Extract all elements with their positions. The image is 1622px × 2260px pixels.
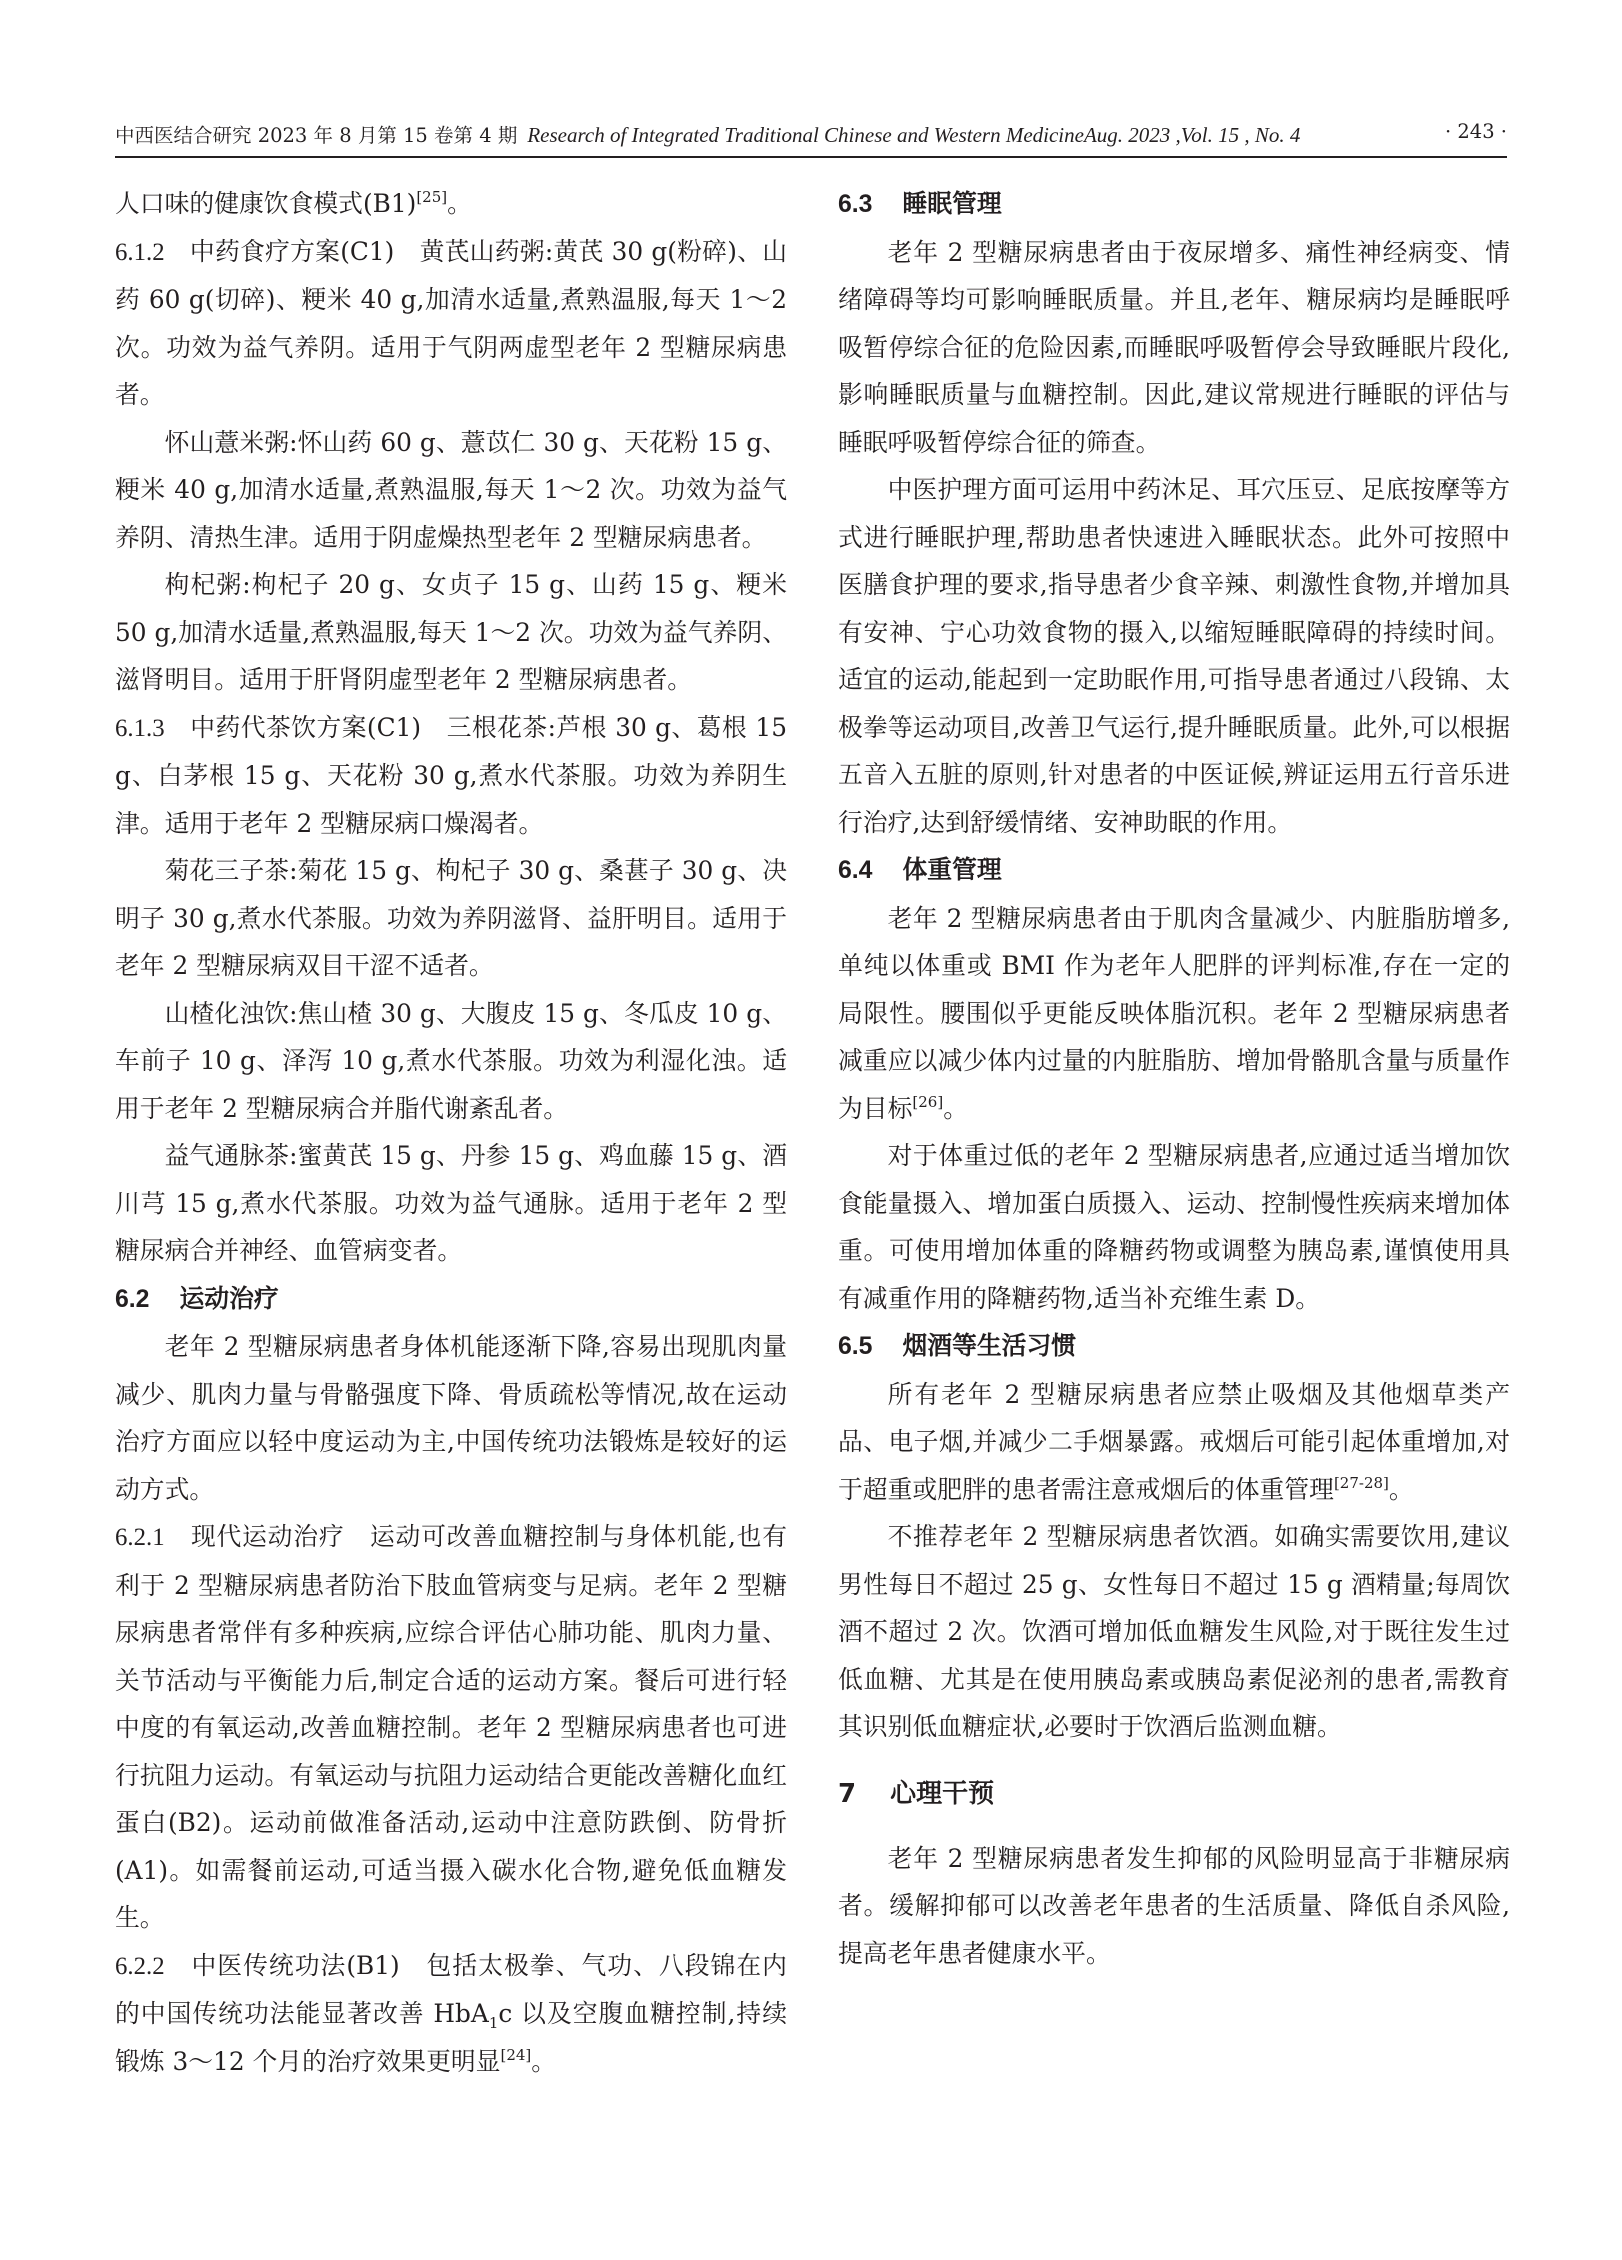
paragraph: 老年 2 型糖尿病患者由于肌肉含量减少、内脏脂肪增多,单纯以体重或 BMI 作为老年人肥胖的评判标准,存在一定的局限性。腰围似乎更能反映体脂沉积。老年 2 型糖尿病患者减重应以减少体内过量的内脏脂肪、增加骨骼肌含量与质量作为目标[26]。 bbox=[838, 903, 1510, 1123]
paragraph: 所有老年 2 型糖尿病患者应禁止吸烟及其他烟草类产品、电子烟,并减少二手烟暴露。戒烟后可能引起体重增加,对于超重或肥胖的患者需注意戒烟后的体重管理[27-28]。 bbox=[838, 1379, 1510, 1504]
paragraph: 老年 2 型糖尿病患者发生抑郁的风险明显高于非糖尿病者。缓解抑郁可以改善老年患者的生活质量、降低自杀风险,提高老年患者健康水平。 bbox=[838, 1843, 1510, 1968]
subsection-6-2-2: 6.2.2 中医传统功法(B1) 包括太极拳、气功、八段锦在内的中国传统功法能显著改善 HbA$_1$c 以及空腹血糖控制,持续锻炼 3～12 个月的治疗效果更明显[24]。 bbox=[115, 1950, 787, 2076]
section-heading-6-4: 6.4 体重管理 bbox=[838, 855, 1002, 884]
paragraph: 山楂化浊饮:焦山楂 30 g、大腹皮 15 g、冬瓜皮 10 g、车前子 10 g、泽泻 10 g,煮水代茶服。功效为利湿化浊。适用于老年 2 型糖尿病合并脂代谢紊乱者。 bbox=[115, 998, 787, 1123]
citation-ref: [26] bbox=[912, 1092, 944, 1111]
section-number: 6.1.3 bbox=[115, 714, 165, 742]
page-number: · 243 · bbox=[1444, 120, 1507, 143]
paragraph: 益气通脉茶:蜜黄芪 15 g、丹参 15 g、鸡血藤 15 g、酒川芎 15 g,煮水代茶服。功效为益气通脉。适用于老年 2 型糖尿病合并神经、血管病变者。 bbox=[115, 1141, 787, 1265]
section-heading-6-3: 6.3 睡眠管理 bbox=[838, 189, 1002, 218]
paragraph: 中医护理方面可运用中药沐足、耳穴压豆、足底按摩等方式进行睡眠护理,帮助患者快速进入睡眠状态。此外可按照中医膳食护理的要求,指导患者少食辛辣、刺激性食物,并增加具有安神、宁心功效食物的摄入,以缩短睡眠障碍的持续时间。适宜的运动,能起到一定助眠作用,可指导患者通过八段锦、太极拳等运动项目,改善卫气运行,提升睡眠质量。此外,可以根据五音入五脏的原则,针对患者的中医证候,辨证运用五行音乐进行治疗,达到舒缓情绪、安神助眠的作用。 bbox=[838, 475, 1510, 837]
running-header bbox=[115, 116, 1507, 158]
paragraph: 人口味的健康饮食模式(B1)[25]。 bbox=[115, 188, 472, 218]
citation-ref: [24] bbox=[500, 2045, 532, 2064]
subsection-6-1-2: 6.1.2 中药食疗方案(C1) 黄芪山药粥:黄芪 30 g(粉碎)、山药 60 g(切碎)、粳米 40 g,加清水适量,煮熟温服,每天 1～2 次。功效为益气养阴。适用于气阴两虚型老年 2 型糖尿病患者。 bbox=[115, 236, 787, 409]
journal-name-en: Research of Integrated Traditional Chinese and Western MedicineAug. 2023 ,Vol. 15 , No. 4 bbox=[527, 123, 1301, 147]
paragraph: 不推荐老年 2 型糖尿病患者饮酒。如确实需要饮用,建议男性每日不超过 25 g、女性每日不超过 15 g 酒精量;每周饮酒不超过 2 次。饮酒可增加低血糖发生风险,对于既往发生过低血糖、尤其是在使用胰岛素或胰岛素促泌剂的患者,需教育其识别低血糖症状,必要时于饮酒后监测血糖。 bbox=[838, 1522, 1510, 1741]
paragraph: 对于体重过低的老年 2 型糖尿病患者,应通过适当增加饮食能量摄入、增加蛋白质摄入、运动、控制慢性疾病来增加体重。可使用增加体重的降糖药物或调整为胰岛素,谨慎使用具有减重作用的降糖药物,适当补充维生素 D。 bbox=[838, 1141, 1510, 1313]
subsection-6-2-1: 6.2.1 现代运动治疗 运动可改善血糖控制与身体机能,也有利于 2 型糖尿病患者防治下肢血管病变与足病。老年 2 型糖尿病患者常伴有多种疾病,应综合评估心肺功能、肌肉力量、关节活动与平衡能力后,制定合适的运动方案。餐后可进行轻中度的有氧运动,改善血糖控制。老年 2 型糖尿病患者也可进行抗阻力运动。有氧运动与抗阻力运动结合更能改善糖化血红蛋白(B2)。运动前做准备活动,运动中注意防跌倒、防骨折(A1)。如需餐前运动,可适当摄入碳水化合物,避免低血糖发生。 bbox=[115, 1522, 787, 1932]
journal-citation bbox=[115, 120, 1300, 148]
subsection-6-1-3: 6.1.3 中药代茶饮方案(C1) 三根花茶:芦根 30 g、葛根 15 g、白茅根 15 g、天花粉 30 g,煮水代茶服。功效为养阴生津。适用于老年 2 型糖尿病口燥渴者。 bbox=[115, 712, 787, 838]
paragraph: 老年 2 型糖尿病患者由于夜尿增多、痛性神经病变、情绪障碍等均可影响睡眠质量。并且,老年、糖尿病均是睡眠呼吸暂停综合征的危险因素,而睡眠呼吸暂停会导致睡眠片段化,影响睡眠质量与血糖控制。因此,建议常规进行睡眠的评估与睡眠呼吸暂停综合征的筛查。 bbox=[838, 237, 1510, 457]
right-column bbox=[838, 180, 1510, 1977]
paragraph: 菊花三子茶:菊花 15 g、枸杞子 30 g、桑葚子 30 g、决明子 30 g,煮水代茶服。功效为养阴滋肾、益肝明目。适用于老年 2 型糖尿病双目干涩不适者。 bbox=[115, 856, 787, 980]
paragraph: 怀山薏米粥:怀山药 60 g、薏苡仁 30 g、天花粉 15 g、粳米 40 g,加清水适量,煮熟温服,每天 1～2 次。功效为益气养阴、清热生津。适用于阴虚燥热型老年 2 型糖尿病患者。 bbox=[115, 427, 787, 552]
journal-name-cn: 中西医结合研究 2023 年 8 月第 15 卷第 4 期 bbox=[115, 124, 518, 147]
section-heading-6-5: 6.5 烟酒等生活习惯 bbox=[838, 1331, 1077, 1360]
section-heading-7: 7 心理干预 bbox=[838, 1778, 995, 1809]
citation-ref: [25] bbox=[416, 188, 448, 206]
paragraph: 枸杞粥:枸杞子 20 g、女贞子 15 g、山药 15 g、粳米 50 g,加清水适量,煮熟温服,每天 1～2 次。功效为益气养阴、滋肾明目。适用于肝肾阴虚型老年 2 型糖尿病患者。 bbox=[115, 570, 787, 694]
paragraph: 老年 2 型糖尿病患者身体机能逐渐下降,容易出现肌肉量减少、肌肉力量与骨骼强度下降、骨质疏松等情况,故在运动治疗方面应以轻中度运动为主,中国传统功法锻炼是较好的运动方式。 bbox=[115, 1332, 787, 1504]
section-heading-6-2: 6.2 运动治疗 bbox=[115, 1283, 279, 1313]
citation-ref: [27-28] bbox=[1333, 1473, 1389, 1492]
section-number: 6.2.2 bbox=[115, 1952, 165, 1980]
section-number: 6.2.1 bbox=[115, 1524, 165, 1551]
left-column bbox=[115, 180, 787, 2085]
section-number: 6.1.2 bbox=[115, 238, 165, 266]
